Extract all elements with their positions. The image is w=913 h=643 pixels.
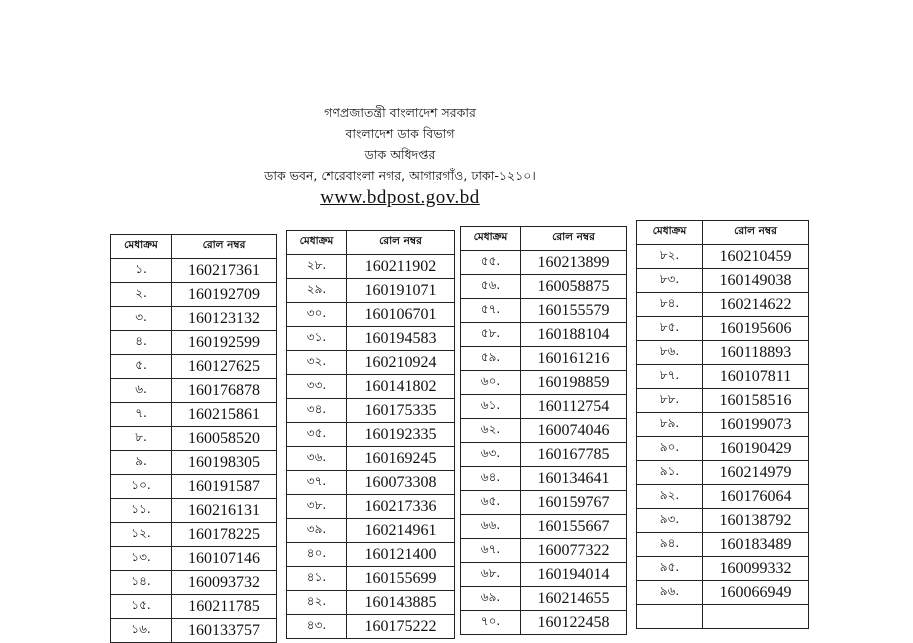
roll-cell: 160214961 bbox=[347, 519, 455, 543]
roll-cell: 160127625 bbox=[172, 355, 277, 379]
serial-cell: ৯৪. bbox=[637, 533, 703, 557]
roll-cell: 160141802 bbox=[347, 375, 455, 399]
serial-cell: ৩১. bbox=[287, 327, 347, 351]
roll-cell: 160210459 bbox=[703, 245, 809, 269]
roll-cell: 160195606 bbox=[703, 317, 809, 341]
table-row bbox=[111, 331, 277, 355]
table-row bbox=[637, 605, 809, 629]
table-row bbox=[637, 437, 809, 461]
roll-cell: 160121400 bbox=[347, 543, 455, 567]
table-row bbox=[637, 485, 809, 509]
table-row bbox=[111, 403, 277, 427]
table-row bbox=[461, 491, 627, 515]
serial-cell: ৯. bbox=[111, 451, 172, 475]
serial-cell: ৩০. bbox=[287, 303, 347, 327]
roll-header: রোল নম্বর bbox=[521, 227, 627, 251]
roll-cell: 160198305 bbox=[172, 451, 277, 475]
table-row bbox=[287, 375, 455, 399]
serial-cell: ৪১. bbox=[287, 567, 347, 591]
roll-cell: 160211902 bbox=[347, 255, 455, 279]
serial-cell: ৬৮. bbox=[461, 563, 521, 587]
roll-cell: 160158516 bbox=[703, 389, 809, 413]
table-row bbox=[287, 519, 455, 543]
serial-cell: ৫৫. bbox=[461, 251, 521, 275]
roll-cell: 160176878 bbox=[172, 379, 277, 403]
serial-cell: ১. bbox=[111, 259, 172, 283]
table-row bbox=[287, 591, 455, 615]
roll-cell: 160118893 bbox=[703, 341, 809, 365]
serial-cell: ৮৪. bbox=[637, 293, 703, 317]
serial-cell: ৯০. bbox=[637, 437, 703, 461]
roll-cell: 160188104 bbox=[521, 323, 627, 347]
serial-cell: ১০. bbox=[111, 475, 172, 499]
serial-cell: ৪৩. bbox=[287, 615, 347, 639]
serial-cell: ৬৯. bbox=[461, 587, 521, 611]
serial-cell: ৮৮. bbox=[637, 389, 703, 413]
table-header-row bbox=[461, 227, 627, 251]
serial-cell: ১৩. bbox=[111, 547, 172, 571]
table-row bbox=[111, 427, 277, 451]
table-row bbox=[111, 547, 277, 571]
roll-cell: 160058520 bbox=[172, 427, 277, 451]
serial-header: মেধাক্রম bbox=[111, 235, 172, 259]
table-row bbox=[461, 251, 627, 275]
serial-cell: ১১. bbox=[111, 499, 172, 523]
serial-cell: ৩৬. bbox=[287, 447, 347, 471]
roll-cell: 160183489 bbox=[703, 533, 809, 557]
roll-cell: 160216131 bbox=[172, 499, 277, 523]
serial-header: মেধাক্রম bbox=[461, 227, 521, 251]
serial-cell: ১৬. bbox=[111, 619, 172, 643]
roll-cell: 160213899 bbox=[521, 251, 627, 275]
table-row bbox=[461, 443, 627, 467]
table-row bbox=[461, 587, 627, 611]
table-row bbox=[287, 567, 455, 591]
table-row bbox=[637, 245, 809, 269]
roll-cell: 160106701 bbox=[347, 303, 455, 327]
serial-cell: ৯২. bbox=[637, 485, 703, 509]
table-row bbox=[637, 461, 809, 485]
table-row bbox=[461, 395, 627, 419]
serial-cell: ৩৩. bbox=[287, 375, 347, 399]
roll-cell: 160175335 bbox=[347, 399, 455, 423]
serial-cell: ৬৩. bbox=[461, 443, 521, 467]
roll-cell: 160215861 bbox=[172, 403, 277, 427]
roll-cell: 160211785 bbox=[172, 595, 277, 619]
table-row bbox=[111, 475, 277, 499]
table-row bbox=[461, 563, 627, 587]
table-header-row bbox=[287, 231, 455, 255]
roll-cell: 160143885 bbox=[347, 591, 455, 615]
table-header-row bbox=[111, 235, 277, 259]
roll-cell: 160214622 bbox=[703, 293, 809, 317]
serial-cell: ৩৭. bbox=[287, 471, 347, 495]
roll-table-4 bbox=[636, 220, 809, 629]
table-row bbox=[461, 275, 627, 299]
serial-cell: ৮৫. bbox=[637, 317, 703, 341]
roll-cell: 160192335 bbox=[347, 423, 455, 447]
serial-cell: ৯৬. bbox=[637, 581, 703, 605]
roll-cell: 160190429 bbox=[703, 437, 809, 461]
header-line-department: বাংলাদেশ ডাক বিভাগ bbox=[345, 126, 455, 141]
roll-cell: 160134641 bbox=[521, 467, 627, 491]
table-row bbox=[111, 283, 277, 307]
roll-cell: 160112754 bbox=[521, 395, 627, 419]
table-row bbox=[637, 317, 809, 341]
roll-cell: 160074046 bbox=[521, 419, 627, 443]
table-row bbox=[287, 303, 455, 327]
serial-cell: ৬১. bbox=[461, 395, 521, 419]
table-row bbox=[637, 389, 809, 413]
roll-cell: 160178225 bbox=[172, 523, 277, 547]
website-link[interactable]: www.bdpost.gov.bd bbox=[320, 187, 480, 208]
serial-header: মেধাক্রম bbox=[637, 221, 703, 245]
table-row bbox=[111, 307, 277, 331]
serial-cell: ৬৫. bbox=[461, 491, 521, 515]
serial-cell: ১৫. bbox=[111, 595, 172, 619]
serial-cell: ৬৪. bbox=[461, 467, 521, 491]
serial-cell: ৮. bbox=[111, 427, 172, 451]
serial-cell: ৬. bbox=[111, 379, 172, 403]
serial-cell: ৭. bbox=[111, 403, 172, 427]
roll-cell: 160214979 bbox=[703, 461, 809, 485]
roll-cell: 160093732 bbox=[172, 571, 277, 595]
roll-header: রোল নম্বর bbox=[703, 221, 809, 245]
table-row bbox=[111, 379, 277, 403]
table-row bbox=[111, 595, 277, 619]
header-line-government: গণপ্রজাতন্ত্রী বাংলাদেশ সরকার bbox=[324, 105, 476, 120]
roll-table-3 bbox=[460, 226, 627, 635]
roll-cell: 160191587 bbox=[172, 475, 277, 499]
serial-cell: ২. bbox=[111, 283, 172, 307]
roll-cell: 160155699 bbox=[347, 567, 455, 591]
serial-cell: ২৮. bbox=[287, 255, 347, 279]
table-row bbox=[461, 611, 627, 635]
roll-cell: 160192599 bbox=[172, 331, 277, 355]
roll-cell: 160107146 bbox=[172, 547, 277, 571]
roll-cell: 160194583 bbox=[347, 327, 455, 351]
table-row bbox=[461, 539, 627, 563]
table-row bbox=[111, 259, 277, 283]
table-row bbox=[461, 515, 627, 539]
table-row bbox=[287, 351, 455, 375]
roll-cell: 160122458 bbox=[521, 611, 627, 635]
table-row bbox=[461, 419, 627, 443]
serial-cell: ৩২. bbox=[287, 351, 347, 375]
roll-cell: 160161216 bbox=[521, 347, 627, 371]
roll-cell: 160191071 bbox=[347, 279, 455, 303]
serial-cell: ৩. bbox=[111, 307, 172, 331]
serial-cell: ৫৯. bbox=[461, 347, 521, 371]
table-row bbox=[111, 355, 277, 379]
table-row bbox=[637, 413, 809, 437]
table-row bbox=[287, 423, 455, 447]
table-row bbox=[287, 495, 455, 519]
table-header-row bbox=[637, 221, 809, 245]
roll-cell: 160176064 bbox=[703, 485, 809, 509]
serial-cell: ৯১. bbox=[637, 461, 703, 485]
table-row bbox=[637, 341, 809, 365]
table-row bbox=[287, 399, 455, 423]
table-row bbox=[637, 581, 809, 605]
table-row bbox=[637, 557, 809, 581]
table-row bbox=[637, 293, 809, 317]
serial-cell: ৬৬. bbox=[461, 515, 521, 539]
roll-cell: 160123132 bbox=[172, 307, 277, 331]
table-row bbox=[287, 471, 455, 495]
serial-cell: ৬০. bbox=[461, 371, 521, 395]
roll-cell: 160133757 bbox=[172, 619, 277, 643]
roll-cell: 160138792 bbox=[703, 509, 809, 533]
table-row bbox=[637, 533, 809, 557]
table-row bbox=[287, 447, 455, 471]
table-row bbox=[287, 279, 455, 303]
roll-cell: 160099332 bbox=[703, 557, 809, 581]
roll-header: রোল নম্বর bbox=[172, 235, 277, 259]
table-row bbox=[461, 467, 627, 491]
roll-cell: 160199073 bbox=[703, 413, 809, 437]
serial-cell: ৫৮. bbox=[461, 323, 521, 347]
serial-cell: ৩৪. bbox=[287, 399, 347, 423]
serial-cell: ৪. bbox=[111, 331, 172, 355]
table-row bbox=[111, 619, 277, 643]
serial-cell: ৮৯. bbox=[637, 413, 703, 437]
table-row bbox=[111, 451, 277, 475]
roll-cell: 160149038 bbox=[703, 269, 809, 293]
table-row bbox=[111, 523, 277, 547]
table-row bbox=[287, 327, 455, 351]
table-row bbox=[287, 543, 455, 567]
serial-cell: ৫. bbox=[111, 355, 172, 379]
roll-header: রোল নম্বর bbox=[347, 231, 455, 255]
roll-cell: 160217336 bbox=[347, 495, 455, 519]
table-row bbox=[461, 371, 627, 395]
roll-cell: 160107811 bbox=[703, 365, 809, 389]
serial-cell: ৮৩. bbox=[637, 269, 703, 293]
roll-cell: 160217361 bbox=[172, 259, 277, 283]
header-line-address: ডাক ভবন, শেরেবাংলা নগর, আগারগাঁও, ঢাকা-১২১০। bbox=[264, 168, 536, 183]
table-row bbox=[637, 365, 809, 389]
roll-cell: 160167785 bbox=[521, 443, 627, 467]
serial-cell: ৫৭. bbox=[461, 299, 521, 323]
roll-cell: 160198859 bbox=[521, 371, 627, 395]
roll-cell: 160210924 bbox=[347, 351, 455, 375]
serial-cell: ৯৩. bbox=[637, 509, 703, 533]
header-line-directorate: ডাক অধিদপ্তর bbox=[364, 147, 436, 162]
roll-cell: 160175222 bbox=[347, 615, 455, 639]
serial-cell: ৪০. bbox=[287, 543, 347, 567]
roll-table-1 bbox=[110, 234, 277, 643]
serial-cell: ২৯. bbox=[287, 279, 347, 303]
serial-cell: ৫৬. bbox=[461, 275, 521, 299]
roll-cell: 160159767 bbox=[521, 491, 627, 515]
roll-cell: 160194014 bbox=[521, 563, 627, 587]
serial-cell: ৩৮. bbox=[287, 495, 347, 519]
table-row bbox=[287, 615, 455, 639]
serial-cell: ৩৫. bbox=[287, 423, 347, 447]
roll-cell: 160077322 bbox=[521, 539, 627, 563]
table-row bbox=[461, 323, 627, 347]
roll-table-2 bbox=[286, 230, 455, 639]
roll-cell: 160192709 bbox=[172, 283, 277, 307]
table-row bbox=[637, 509, 809, 533]
roll-cell: 160155667 bbox=[521, 515, 627, 539]
serial-cell: ৮২. bbox=[637, 245, 703, 269]
table-row bbox=[287, 255, 455, 279]
serial-cell: ৬২. bbox=[461, 419, 521, 443]
serial-cell: ৩৯. bbox=[287, 519, 347, 543]
serial-cell bbox=[637, 605, 703, 629]
serial-cell: ৭০. bbox=[461, 611, 521, 635]
document-header bbox=[0, 102, 800, 210]
table-row bbox=[461, 347, 627, 371]
roll-cell: 160066949 bbox=[703, 581, 809, 605]
roll-cell: 160214655 bbox=[521, 587, 627, 611]
serial-cell: ৬৭. bbox=[461, 539, 521, 563]
serial-header: মেধাক্রম bbox=[287, 231, 347, 255]
table-row bbox=[461, 299, 627, 323]
serial-cell: ৮৭. bbox=[637, 365, 703, 389]
roll-cell: 160073308 bbox=[347, 471, 455, 495]
table-row bbox=[111, 499, 277, 523]
table-row bbox=[637, 269, 809, 293]
roll-cell: 160155579 bbox=[521, 299, 627, 323]
serial-cell: ১২. bbox=[111, 523, 172, 547]
serial-cell: ৯৫. bbox=[637, 557, 703, 581]
serial-cell: ৪২. bbox=[287, 591, 347, 615]
roll-cell bbox=[703, 605, 809, 629]
serial-cell: ৮৬. bbox=[637, 341, 703, 365]
roll-cell: 160169245 bbox=[347, 447, 455, 471]
table-row bbox=[111, 571, 277, 595]
roll-cell: 160058875 bbox=[521, 275, 627, 299]
serial-cell: ১৪. bbox=[111, 571, 172, 595]
